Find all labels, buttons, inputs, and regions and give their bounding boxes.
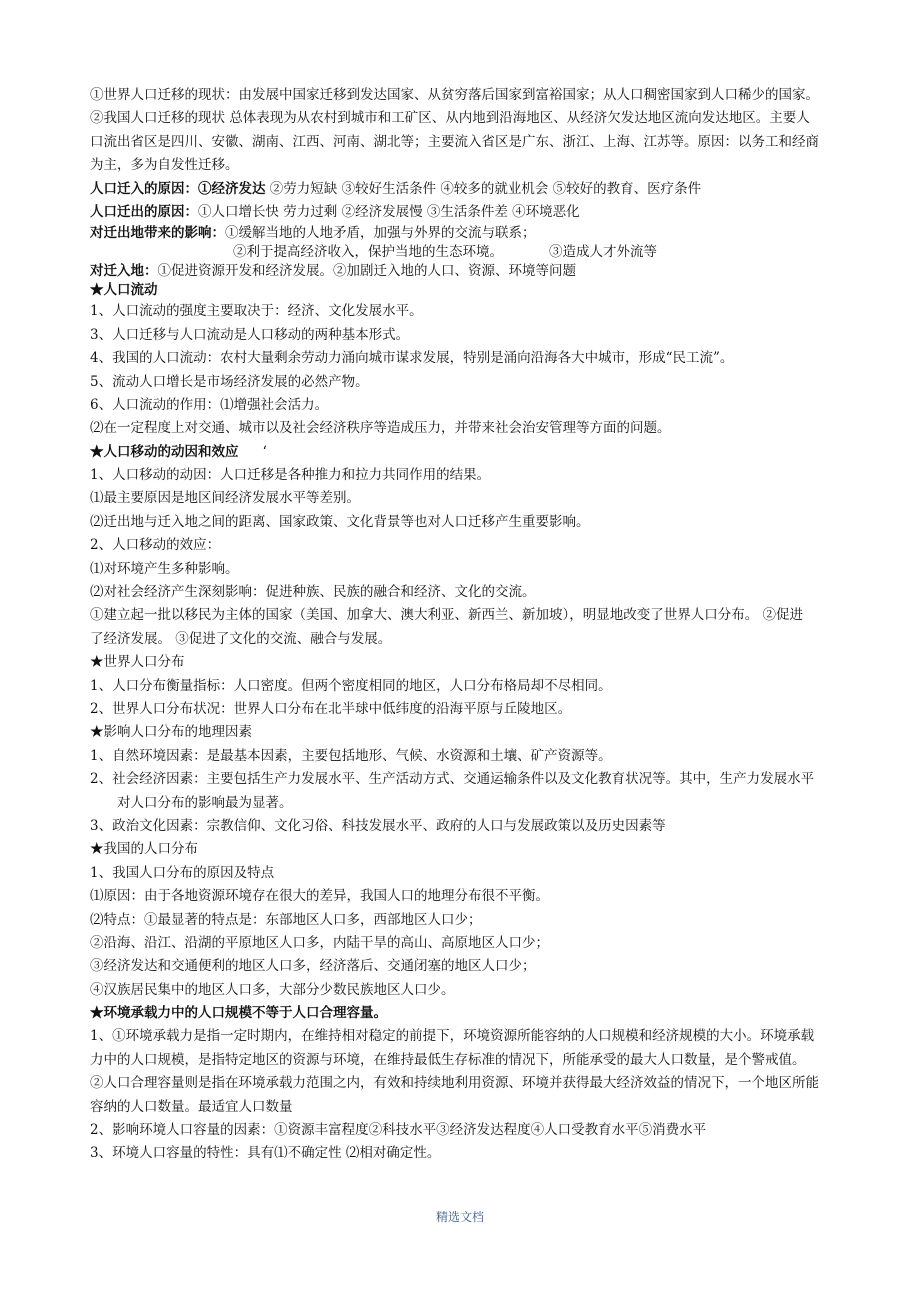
china-line: ②沿海、沿江、沿湖的平原地区人口多，内陆干旱的高山、高原地区人口少； <box>90 934 549 951</box>
flow-line: ⑵在一定程度上对交通、城市以及社会经济秩序等造成压力，并带来社会治安管理等方面的问题。 <box>90 420 671 437</box>
flow-line: 6、人口流动的作用：⑴增强社会活力。 <box>90 396 329 413</box>
out-reason-line <box>90 201 842 224</box>
world-line: 2、世界人口分布状况：世界人口分布在北半球中低纬度的沿海平原与丘陵地区。 <box>90 700 572 717</box>
section-heading-world: ★世界人口分布 <box>90 654 185 671</box>
china-line: ⑴原因：由于各地资源环境存在很大的差异，我国人口的地理分布很不平衡。 <box>90 888 549 905</box>
flow-line: 1、人口流动的强度主要取决于：经济、文化发展水平。 <box>90 303 423 320</box>
move-line: ⑵迁出地与迁入地之间的距离、国家政策、文化背景等也对人口迁移产生重要影响。 <box>90 513 590 530</box>
china-line: ③经济发达和交通便利的地区人口多，经济落后、交通闭塞的地区人口少； <box>90 958 536 975</box>
capacity-line: 1、①环境承载力是指一定时期内，在维持相对稳定的前提下，环境资源所能容纳的人口规模和经济规模的大小。环境承载 <box>90 1028 815 1045</box>
section-heading-china: ★我国的人口分布 <box>90 841 198 858</box>
paragraph-line: ①世界人口迁移的现状：由发展中国家迁移到发达国家、从贫穷落后国家到富裕国家；从人口稠密国家到人口稀少的国家。 <box>90 87 819 103</box>
out-effect-text-3: ③造成人才外流等 <box>549 244 657 261</box>
capacity-line: 3、环境人口容量的特性：具有⑴不确定性 ⑵相对确定性。 <box>90 1145 441 1162</box>
in-reason-strong: ①经济发达 <box>198 180 266 197</box>
flow-line: 3、人口迁移与人口流动是人口移动的两种基本形式。 <box>90 326 410 343</box>
move-line: 了经济发展。 ③促进了文化的交流、融合与发展。 <box>90 630 392 647</box>
capacity-line: 力中的人口规模，是指特定地区的资源与环境，在维持最低生存标准的情况下，所能承受的最大人口数量，是个警戒值。 <box>90 1051 806 1068</box>
in-reason-text: ②劳力短缺 ③较好生活条件 ④较多的就业机会 ⑤较好的教育、医疗条件 <box>265 180 702 197</box>
factor-line: 3、政治文化因素：宗教信仰、文化习俗、科技发展水平、政府的人口与发展政策以及历史因素等 <box>90 817 666 834</box>
section-heading-capacity: ★环境承载力中的人口规模不等于人口合理容量。 <box>90 1005 387 1022</box>
factor-line: 1、自然环境因素：是最基本因素，主要包括地形、气候、水资源和土壤、矿产资源等。 <box>90 747 612 764</box>
capacity-line: 容纳的人口数量。最适宜人口数量 <box>90 1098 293 1115</box>
move-line: ⑵对社会经济产生深刻影响：促进种族、民族的融合和经济、文化的交流。 <box>90 584 536 601</box>
capacity-line: 2、影响环境人口容量的因素：①资源丰富程度②科技水平③经济发达程度④人口受教育水平⑤消费水平 <box>90 1122 707 1139</box>
in-reason-line <box>90 178 842 201</box>
section-heading-flow: ★人口流动 <box>90 282 158 299</box>
out-reason-label: 人口迁出的原因： <box>90 203 198 220</box>
world-line: 1、人口分布衡量指标：人口密度。但两个密度相同的地区，人口分布格局却不尽相同。 <box>90 677 612 694</box>
factor-line: 2、社会经济因素：主要包括生产力发展水平、生产活动方式、交通运输条件以及文化教育状况等。其中，生产力发展水平 <box>90 771 815 788</box>
page-footer: 精选文档 <box>435 1210 484 1224</box>
capacity-line: ②人口合理容量则是指在环境承载力范围之内，有效和持续地利用资源、环境并获得最大经济效益的情况下，一个地区所能 <box>90 1075 819 1092</box>
out-reason-text: ①人口增长快 劳力过剩 ②经济发展慢 ③生活条件差 ④环境恶化 <box>198 203 580 220</box>
section-heading-move: ★人口移动的动因和效应 <box>90 443 239 460</box>
section-heading-factor: ★影响人口分布的地理因素 <box>90 724 252 741</box>
china-line: ⑵特点：①最显著的特点是：东部地区人口多，西部地区人口少； <box>90 911 482 928</box>
stray-mark: ‘ <box>262 443 267 460</box>
in-effect-line <box>90 262 842 281</box>
in-effect-label: 对迁入地： <box>90 263 158 280</box>
out-effect-line-2 <box>90 243 842 262</box>
document-body <box>90 84 842 1166</box>
out-effect-label: 对迁出地带来的影响： <box>90 225 225 242</box>
flow-line: 4、我国的人口流动：农村大量剩余劳动力涌向城市谋求发展，特别是涌向沿海各大中城市，形成“民工流”。 <box>90 350 734 367</box>
move-line: ①建立起一批以移民为主体的国家（美国、加拿大、澳大利亚、新西兰、新加坡），明显地改变了世界人口分布。 ②促进 <box>90 607 804 624</box>
in-effect-text: ①促进资源开发和经济发展。②加剧迁入地的人口、资源、环境等问题 <box>157 263 576 280</box>
move-line: ⑴最主要原因是地区间经济发展水平等差别。 <box>90 490 360 507</box>
out-effect-text-2: ②利于提高经济收入，保护当地的生态环境。 <box>233 244 503 261</box>
paragraph-line: 为主，多为自发性迁移。 <box>90 157 239 174</box>
out-effect-line <box>90 224 842 243</box>
flow-line: 5、流动人口增长是市场经济发展的必然产物。 <box>90 373 369 390</box>
section-heading-move-line <box>90 441 842 464</box>
move-line: 2、人口移动的效应： <box>90 537 221 554</box>
china-line: 1、我国人口分布的原因及特点 <box>90 864 275 881</box>
factor-line: 对人口分布的影响最为显著。 <box>117 794 293 811</box>
paragraph-line: ②我国人口迁移的现状 总体表现为从农村到城市和工矿区、从内地到沿海地区、从经济欠发达地区流向发达地区。主要人 <box>90 110 810 127</box>
in-reason-label: 人口迁入的原因： <box>90 180 198 197</box>
paragraph-line: 口流出省区是四川、安徽、湖南、江西、河南、湖北等；主要流入省区是广东、浙江、上海、江苏等。原因：以务工和经商 <box>90 133 819 150</box>
move-line: ⑴对环境产生多种影响。 <box>90 560 239 577</box>
move-line: 1、人口移动的动因：人口迁移是各种推力和拉力共同作用的结果。 <box>90 467 491 484</box>
out-effect-text-1: ①缓解当地的人地矛盾，加强与外界的交流与联系； <box>225 225 536 242</box>
china-line: ④汉族居民集中的地区人口多，大部分少数民族地区人口少。 <box>90 981 455 998</box>
